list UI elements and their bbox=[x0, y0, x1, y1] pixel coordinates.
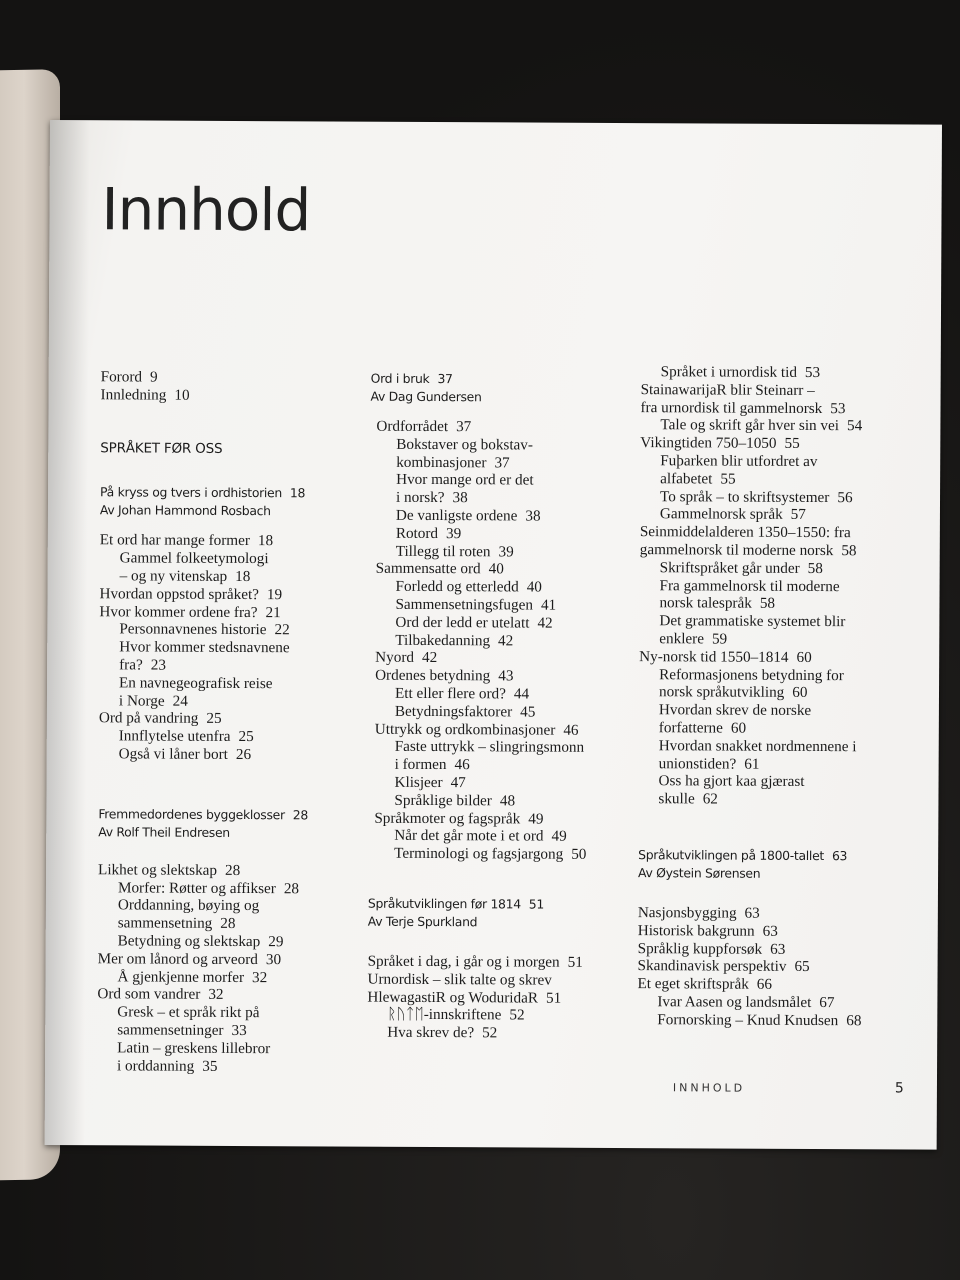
toc-entry bbox=[640, 434, 915, 453]
toc-entry-label: Ordenes betydning bbox=[375, 666, 491, 685]
toc-entry-page: 53 bbox=[830, 399, 846, 417]
toc-entry-page: 61 bbox=[744, 755, 760, 773]
toc-entry bbox=[638, 790, 913, 809]
page-number: 5 bbox=[894, 1080, 904, 1097]
toc-entry-label: ᚱᚢᛏᛖ-innskriftene bbox=[387, 1006, 502, 1024]
toc-entry-label: Ivar Aasen og landsmålet bbox=[657, 993, 812, 1011]
toc-entry bbox=[374, 809, 633, 828]
toc-entry-label: unionstiden? bbox=[658, 754, 737, 773]
toc-entry-label: Rotord bbox=[395, 524, 439, 542]
toc-entry-page: 42 bbox=[498, 631, 514, 649]
toc-entry-label: Personnavnenes historie bbox=[119, 620, 267, 639]
toc-entry bbox=[639, 594, 914, 613]
toc-entry bbox=[376, 453, 635, 472]
toc-entry-page: 33 bbox=[231, 1021, 247, 1039]
toc-entry-page: 65 bbox=[794, 958, 810, 976]
toc-entry-page: 19 bbox=[266, 585, 283, 604]
toc-entry-label: gammelnorsk til moderne norsk bbox=[639, 541, 834, 560]
toc-entry bbox=[376, 471, 635, 490]
toc-entry bbox=[639, 683, 914, 702]
toc-entry bbox=[99, 621, 344, 640]
toc-entry-label: Språket i urnordisk tid bbox=[660, 363, 797, 381]
toc-entry-page: 32 bbox=[251, 968, 268, 986]
toc-entry-label: Latin – greskens lillebror bbox=[117, 1039, 271, 1057]
toc-entry-page: 22 bbox=[274, 621, 290, 639]
chapter-title: Språkutviklingen før 1814 51 bbox=[367, 895, 545, 912]
toc-entry-label: Språkmoter og fagspråk bbox=[374, 809, 521, 828]
toc-entry-page: 37 bbox=[456, 418, 472, 436]
toc-entry-page: 58 bbox=[841, 542, 857, 560]
toc-entry-label: Det grammatiske systemet blir bbox=[659, 612, 846, 631]
toc-entry bbox=[640, 488, 915, 507]
toc-entry-page: 42 bbox=[537, 614, 553, 632]
toc-entry-label: Også vi låner bort bbox=[118, 745, 228, 763]
toc-entry-label: Språket i dag, i går og i morgen bbox=[367, 952, 560, 971]
toc-entry bbox=[639, 737, 914, 756]
toc-entry-page: 29 bbox=[268, 933, 284, 951]
toc-entry-label: Terminologi og fagsjargong bbox=[394, 844, 564, 863]
toc-entry-page: 45 bbox=[520, 703, 536, 721]
toc-entry: Forord 9 bbox=[100, 368, 158, 386]
chapter-author: Av Terje Spurkland bbox=[367, 913, 478, 930]
toc-entry bbox=[98, 879, 343, 898]
toc-entry-label: Likhet og slektskap bbox=[98, 861, 218, 879]
toc-entry-page: 58 bbox=[807, 559, 823, 577]
toc-entry bbox=[640, 470, 915, 489]
toc-entry-page: 60 bbox=[730, 719, 747, 737]
toc-entry-label: Ord på vandring bbox=[98, 709, 199, 728]
toc-entry bbox=[97, 1021, 342, 1040]
toc-entry-label: alfabetet bbox=[660, 469, 713, 488]
toc-entry-page: 18 bbox=[235, 567, 251, 586]
toc-entry-page: 46 bbox=[454, 756, 470, 774]
toc-entry-page: 40 bbox=[526, 578, 542, 596]
toc-entry-page: 56 bbox=[837, 488, 853, 506]
gutter-shadow bbox=[45, 120, 90, 1145]
toc-entry bbox=[98, 897, 343, 916]
toc-entry-label: sammensetninger bbox=[117, 1021, 224, 1039]
toc-entry bbox=[376, 542, 635, 561]
toc-entry-label: Tilbakedanning bbox=[395, 631, 491, 649]
toc-entry bbox=[374, 845, 633, 864]
chapter-title: Fremmedordenes byggeklosser 28 bbox=[98, 806, 308, 823]
toc-entry-page: 38 bbox=[525, 507, 541, 525]
toc-entry-label: skulle bbox=[658, 790, 695, 808]
running-footer: INNHOLD bbox=[672, 1081, 746, 1095]
toc-entry-label: – og ny vitenskap bbox=[119, 567, 228, 585]
toc-entry-page: 49 bbox=[551, 827, 567, 846]
toc-entry-label: i orddanning bbox=[117, 1056, 195, 1075]
toc-entry-page: 40 bbox=[488, 560, 504, 578]
toc-entry bbox=[640, 577, 915, 596]
chapter-author: Av Rolf Theil Endresen bbox=[98, 824, 230, 840]
toc-entry-page: 28 bbox=[224, 861, 241, 879]
toc-entry bbox=[641, 363, 916, 382]
toc-entry bbox=[640, 452, 915, 471]
toc-entry-label: Nyord bbox=[375, 649, 415, 667]
toc-entry-page: 50 bbox=[571, 845, 587, 863]
toc-entry bbox=[376, 489, 635, 508]
toc-entry-label: Klisjeer bbox=[394, 773, 443, 792]
toc-entry-label: i norsk? bbox=[395, 489, 445, 507]
toc-entry-label: forfatterne bbox=[658, 719, 723, 737]
toc-entry-page: 63 bbox=[770, 940, 786, 958]
toc-entry bbox=[375, 720, 634, 739]
toc-entry-label: Oss ha gjort kaa gjærast bbox=[658, 772, 805, 791]
toc-entry-label: Språklige bilder bbox=[394, 791, 492, 810]
toc-entry-label: Hvor mange ord er det bbox=[396, 471, 534, 489]
toc-entry-page: 44 bbox=[513, 685, 530, 703]
toc-entry-label: Reformasjonens betydning for bbox=[659, 665, 844, 684]
toc-entry-label: De vanligste ordene bbox=[395, 506, 518, 525]
toc-entry-label: Ord der ledd er utelatt bbox=[395, 613, 530, 632]
toc-entry-label: Hvordan snakket nordmennene i bbox=[658, 736, 857, 755]
toc-entry-page: 24 bbox=[172, 692, 188, 710]
toc-entry-page: 67 bbox=[819, 993, 835, 1012]
toc-entry bbox=[376, 560, 635, 579]
toc-entry bbox=[99, 603, 344, 622]
toc-entry-page: 25 bbox=[206, 710, 222, 728]
toc-entry bbox=[641, 381, 916, 400]
toc-entry-label: Seinmiddelalderen 1350–1550: fra bbox=[639, 523, 851, 542]
toc-entry-page: 68 bbox=[846, 1011, 862, 1029]
toc-entry-page: 66 bbox=[756, 975, 773, 993]
toc-entry-label: To språk – to skriftsystemer bbox=[659, 487, 830, 506]
toc-entry bbox=[639, 666, 914, 685]
toc-entry-page: 57 bbox=[790, 506, 806, 524]
toc-entry bbox=[638, 957, 913, 976]
toc-entry-page: 25 bbox=[238, 728, 254, 746]
toc-entry-label: Gresk – et språk rikt på bbox=[117, 1003, 260, 1022]
toc-entry bbox=[98, 914, 343, 933]
toc-entry-label: Ett eller flere ord? bbox=[394, 684, 506, 703]
toc-entry-page: 53 bbox=[804, 363, 821, 382]
toc-entry-page: 38 bbox=[452, 489, 468, 507]
toc-entry bbox=[639, 612, 914, 631]
toc-entry bbox=[639, 719, 914, 738]
toc-entry-label: Hva skrev de? bbox=[387, 1023, 475, 1042]
section-heading: SPRÅKET FØR OSS bbox=[100, 439, 223, 457]
toc-entry bbox=[99, 710, 344, 729]
toc-entry bbox=[99, 638, 344, 657]
toc-entry-page: 48 bbox=[499, 792, 516, 810]
toc-entry-label: Orddanning, bøying og bbox=[117, 896, 260, 915]
toc-entry bbox=[376, 524, 635, 543]
toc-entry-label: Hvordan skrev de norske bbox=[658, 701, 812, 720]
toc-entry bbox=[375, 685, 634, 704]
toc-entry-label: Et ord har mange former bbox=[99, 531, 250, 550]
toc-entry bbox=[367, 988, 632, 1007]
toc-entry-label: HlewagastiR og WoduridaR bbox=[367, 988, 539, 1007]
toc-entry bbox=[376, 418, 635, 437]
toc-entry bbox=[374, 791, 633, 810]
toc-entry-page: 62 bbox=[702, 790, 718, 808]
toc-entry bbox=[639, 755, 914, 774]
toc-entry bbox=[97, 1039, 342, 1058]
toc-entry-label: Mer om lånord og arveord bbox=[97, 949, 258, 968]
toc-entry-page: 28 bbox=[220, 915, 236, 933]
toc-entry-page: 52 bbox=[509, 1006, 525, 1024]
toc-entry-page: 32 bbox=[208, 986, 224, 1004]
toc-entry-page: 26 bbox=[235, 745, 252, 764]
toc-entry bbox=[99, 674, 344, 693]
toc-entry-label: Sammensetningsfugen bbox=[395, 595, 534, 614]
toc-entry bbox=[375, 702, 634, 721]
toc-entry-label: Skandinavisk perspektiv bbox=[637, 957, 787, 976]
toc-entry-label: Tillegg til roten bbox=[395, 542, 491, 560]
toc-entry bbox=[97, 986, 342, 1005]
toc-entry-page: 63 bbox=[762, 922, 778, 940]
toc-entry-label: fra? bbox=[119, 656, 143, 674]
toc-entry-label: Gammel folkeetymologi bbox=[119, 549, 269, 568]
toc-entry-page: 51 bbox=[567, 953, 583, 971]
toc-entry-page: 35 bbox=[202, 1057, 218, 1075]
toc-entry bbox=[639, 630, 914, 649]
toc-entry bbox=[367, 1006, 632, 1025]
toc-entry-page: 39 bbox=[498, 542, 514, 561]
toc-entry-page: 39 bbox=[445, 524, 462, 542]
toc-entry-page: 60 bbox=[796, 648, 812, 666]
toc-entry bbox=[638, 940, 913, 959]
toc-entry-label: fra urnordisk til gammelnorsk bbox=[640, 398, 823, 417]
toc-entry-label: norsk språkutvikling bbox=[658, 683, 785, 702]
toc-entry-page: 52 bbox=[482, 1024, 498, 1042]
toc-entry bbox=[640, 505, 915, 524]
toc-entry bbox=[376, 436, 635, 455]
toc-entry bbox=[99, 745, 344, 764]
toc-entry-label: Uttrykk og ordkombinasjoner bbox=[374, 720, 556, 739]
toc-entry bbox=[640, 541, 915, 560]
toc-entry-page: 60 bbox=[792, 684, 808, 702]
toc-entry bbox=[375, 596, 634, 615]
toc-entry bbox=[639, 701, 914, 720]
chapter-author: Av Øystein Sørensen bbox=[638, 865, 761, 881]
toc-entry bbox=[640, 523, 915, 542]
toc-entry-label: sammensetning bbox=[117, 914, 213, 933]
toc-entry bbox=[637, 975, 912, 994]
toc-entry-page: 43 bbox=[498, 667, 514, 685]
chapter-title: På kryss og tvers i ordhistorien 18 bbox=[100, 484, 306, 501]
toc-entry bbox=[640, 399, 915, 418]
toc-entry-label: Fornorsking – Knud Knudsen bbox=[657, 1010, 839, 1029]
toc-entry bbox=[640, 416, 915, 435]
toc-entry-page: 55 bbox=[720, 470, 736, 488]
toc-entry-label: Hvor kommer ordene fra? bbox=[99, 602, 258, 621]
toc-entry: Innledning 10 bbox=[100, 386, 190, 404]
toc-entry bbox=[375, 649, 634, 668]
toc-entry-page: 63 bbox=[744, 904, 760, 922]
toc-entry-label: Innflytelse utenfra bbox=[118, 727, 231, 746]
toc-entry bbox=[98, 932, 343, 951]
toc-entry bbox=[375, 756, 634, 775]
toc-entry-label: Bokstaver og bokstav- bbox=[396, 435, 534, 454]
toc-entry-label: Vikingtiden 750–1050 bbox=[640, 434, 777, 452]
toc-entry bbox=[100, 549, 345, 568]
toc-entry bbox=[97, 1057, 342, 1076]
toc-entry-page: 21 bbox=[265, 603, 281, 621]
toc-entry-label: Fuþarken blir utfordret av bbox=[660, 452, 818, 471]
toc-entry bbox=[375, 631, 634, 650]
toc-entry-label: Betydning og slektskap bbox=[117, 932, 261, 951]
toc-entry-label: kombinasjoner bbox=[396, 453, 487, 471]
toc-entry-page: 59 bbox=[711, 630, 728, 648]
toc-entry bbox=[637, 1011, 912, 1030]
toc-entry-label: Tale og skrift går hver sin vei bbox=[660, 416, 840, 435]
toc-entry-label: Forledd og etterledd bbox=[395, 577, 519, 596]
toc-entry-page: 23 bbox=[150, 656, 166, 674]
toc-entry-page: 28 bbox=[283, 879, 300, 897]
chapter-author: Av Johan Hammond Rosbach bbox=[99, 502, 271, 519]
toc-entry-label: Et eget skriftspråk bbox=[637, 975, 749, 993]
toc-entry bbox=[639, 648, 914, 667]
toc-entry bbox=[637, 993, 912, 1012]
toc-entry bbox=[97, 1003, 342, 1022]
toc-entry-page: 46 bbox=[563, 721, 579, 739]
toc-entry bbox=[99, 656, 344, 675]
toc-entry-page: 47 bbox=[450, 774, 466, 792]
toc-entry-label: Morfer: Røtter og affikser bbox=[117, 878, 276, 897]
toc-entry bbox=[638, 772, 913, 791]
toc-entry-label: Hvor kommer stedsnavnene bbox=[119, 638, 290, 657]
toc-entry-label: Å gjenkjenne morfer bbox=[117, 967, 245, 986]
toc-entry-page: 49 bbox=[528, 810, 544, 828]
toc-entry-label: Fra gammelnorsk til moderne bbox=[659, 576, 840, 595]
toc-entry-label: Betydningsfaktorer bbox=[394, 702, 513, 721]
toc-entry bbox=[638, 922, 913, 941]
toc-entry bbox=[375, 613, 634, 632]
toc-column-3 bbox=[637, 363, 915, 1030]
toc-entry bbox=[98, 950, 343, 969]
toc-entry-label: enklere bbox=[659, 630, 705, 648]
toc-entry bbox=[100, 532, 345, 551]
toc-entry-label: Ord som vandrer bbox=[97, 985, 201, 1004]
toc-entry-page: 58 bbox=[759, 595, 776, 613]
toc-entry-label: Skriftspråket går under bbox=[659, 558, 800, 577]
toc-column-1 bbox=[97, 368, 346, 1076]
toc-entry-label: Sammensatte ord bbox=[375, 560, 481, 578]
toc-entry bbox=[97, 968, 342, 987]
toc-entry-page: 30 bbox=[265, 950, 282, 968]
toc-entry-label: En navnegeografisk reise bbox=[119, 674, 273, 692]
chapter-title: Språkutviklingen på 1800-tallet 63 bbox=[638, 847, 848, 864]
toc-entry bbox=[98, 861, 343, 880]
toc-entry-page: 18 bbox=[257, 532, 274, 550]
toc-entry-label: Urnordisk – slik talte og skrev bbox=[367, 970, 552, 989]
toc-entry bbox=[99, 692, 344, 711]
toc-entry bbox=[367, 1024, 632, 1043]
chapter-author: Av Dag Gundersen bbox=[370, 388, 482, 405]
toc-entry-label: Hvordan oppstod språket? bbox=[99, 585, 260, 603]
toc-column-2 bbox=[367, 370, 636, 1043]
toc-entry-page: 55 bbox=[784, 435, 800, 453]
toc-entry-page: 51 bbox=[545, 989, 562, 1007]
book-page bbox=[45, 120, 942, 1150]
toc-entry-label: Når det går mote i et ord bbox=[394, 827, 544, 845]
toc-entry bbox=[375, 667, 634, 686]
toc-entry-label: StainawarijaR blir Steinarr – bbox=[640, 380, 815, 399]
toc-entry bbox=[100, 567, 345, 586]
toc-entry-label: Ny-norsk tid 1550–1814 bbox=[639, 647, 789, 666]
toc-entry-page: 42 bbox=[421, 649, 438, 667]
toc-entry bbox=[367, 970, 632, 989]
toc-entry bbox=[368, 953, 633, 972]
toc-entry bbox=[376, 578, 635, 597]
toc-entry bbox=[374, 774, 633, 793]
toc-entry-label: i formen bbox=[394, 755, 447, 774]
toc-entry-label: i Norge bbox=[118, 691, 165, 710]
toc-entry bbox=[99, 585, 344, 604]
toc-entry-label: Gammelnorsk språk bbox=[659, 505, 783, 524]
toc-entry-page: 41 bbox=[540, 596, 557, 614]
toc-entry-label: Historisk bakgrunn bbox=[637, 921, 755, 940]
toc-entry bbox=[638, 904, 913, 923]
toc-entry-label: Nasjonsbygging bbox=[637, 904, 737, 922]
toc-entry-page: 37 bbox=[494, 453, 510, 472]
toc-entry bbox=[374, 827, 633, 846]
toc-entry-page: 54 bbox=[846, 417, 863, 435]
toc-entry-label: Faste uttrykk – slingringsmonn bbox=[394, 738, 585, 757]
toc-entry-label: Språklig kuppforsøk bbox=[637, 939, 763, 958]
toc-entry-label: norsk talespråk bbox=[659, 594, 752, 613]
chapter-title: Ord i bruk 37 bbox=[370, 370, 453, 387]
toc-entry bbox=[376, 507, 635, 526]
page-title: Innhold bbox=[101, 175, 311, 245]
toc-entry bbox=[99, 727, 344, 746]
toc-entry bbox=[375, 738, 634, 757]
toc-entry-label: Ordforrådet bbox=[376, 417, 449, 436]
toc-entry bbox=[640, 559, 915, 578]
